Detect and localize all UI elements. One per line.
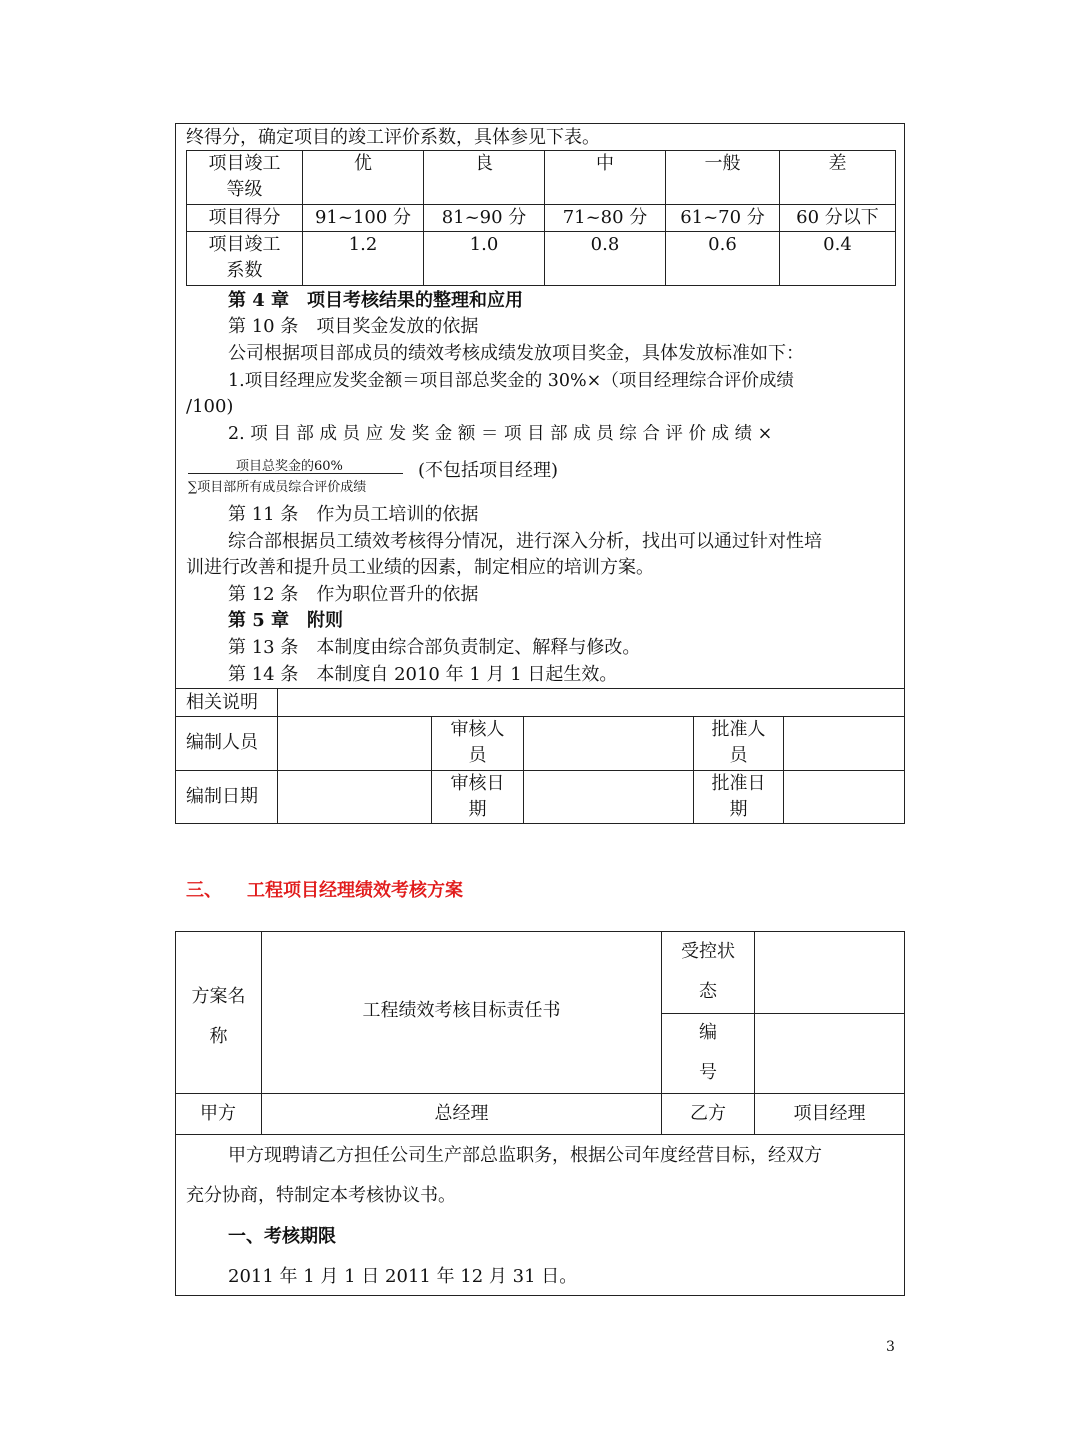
score-label: 项目得分	[187, 205, 303, 232]
agreement-text: 甲方现聘请乙方担任公司生产部总监职务，根据公司年度经营目标，经双方	[228, 1145, 822, 1166]
compile-date-label: 编制日期	[186, 786, 258, 807]
period-heading: 一、考核期限	[228, 1226, 336, 1247]
score-cell: 81~90 分	[424, 205, 545, 232]
footer-rule	[176, 688, 904, 689]
number-label: 编 号	[699, 1022, 717, 1083]
party-b-value: 项目经理	[793, 1103, 866, 1124]
coef-cell: 0.8	[545, 232, 666, 286]
score-cell: 60 分以下	[780, 205, 896, 232]
score-cell: 71~80 分	[545, 205, 666, 232]
party-a-label: 甲方	[200, 1103, 236, 1124]
article-11-cont: 训进行改善和提升员工业绩的因素，制定相应的培训方案。	[186, 557, 654, 578]
coef-cell: 0.6	[666, 232, 780, 286]
article-13: 第 13 条 本制度由综合部负责制定、解释与修改。	[228, 637, 641, 658]
footer-divider	[277, 688, 278, 823]
footer-rule	[176, 770, 904, 771]
grade-cell: 中	[545, 151, 666, 205]
fraction-denominator: ∑项目部所有成员综合评价成绩	[188, 480, 367, 495]
article-12-heading: 第 12 条 作为职位晋升的依据	[228, 584, 479, 605]
grade-cell: 一般	[666, 151, 780, 205]
footer-divider	[523, 716, 524, 823]
article-10-text: 公司根据项目部成员的绩效考核成绩发放项目奖金，具体发放标准如下：	[228, 343, 804, 364]
section-3-title: 工程项目经理绩效考核方案	[247, 880, 463, 901]
coef-row	[187, 232, 896, 286]
page-number: 3	[886, 1339, 895, 1355]
score-cell: 61~70 分	[666, 205, 780, 232]
footer-divider	[783, 716, 784, 823]
coef-cell: 0.4	[780, 232, 896, 286]
plan-name-label: 方案名 称	[191, 986, 246, 1047]
score-row	[187, 205, 896, 232]
approver-label: 批准人 员	[711, 719, 766, 766]
grade-cell: 良	[424, 151, 545, 205]
grade-header-label: 项目竣工 等级	[187, 151, 303, 205]
article-10-heading: 第 10 条 项目奖金发放的依据	[228, 316, 479, 337]
agreement-text-cont: 充分协商，特制定本考核协议书。	[186, 1185, 456, 1206]
footer-rule	[176, 716, 904, 717]
chapter-5-heading: 第 5 章 附则	[228, 610, 344, 631]
score-cell: 91~100 分	[303, 205, 424, 232]
chapter-4-heading: 第 4 章 项目考核结果的整理和应用	[228, 290, 524, 311]
coef-cell: 1.0	[424, 232, 545, 286]
article-11-text: 综合部根据员工绩效考核得分情况，进行深入分析，找出可以通过针对性培	[228, 531, 822, 552]
item-1-line: 1.项目经理应发奖金额＝项目部总奖金的 30%×（项目经理综合评价成绩	[228, 371, 794, 391]
plan-rule	[176, 1134, 904, 1135]
approve-date-label: 批准日 期	[711, 773, 766, 820]
reviewer-label: 审核人 员	[450, 719, 505, 766]
article-11-heading: 第 11 条 作为员工培训的依据	[228, 504, 479, 525]
item-2-line: 2. 项 目 部 成 员 应 发 奖 金 额 ＝ 项 目 部 成 员 综 合 评 价 成 绩 ×	[228, 424, 773, 444]
grade-table	[186, 150, 896, 286]
grade-cell: 优	[303, 151, 424, 205]
section-3-number: 三、	[186, 880, 222, 901]
period-text: 2011 年 1 月 1 日 2011 年 12 月 31 日。	[228, 1266, 578, 1287]
party-a-value: 总经理	[434, 1103, 489, 1124]
fraction-numerator: 项目总奖金的60%	[236, 459, 343, 474]
grade-row	[187, 151, 896, 205]
fraction-bar	[188, 473, 403, 474]
coef-cell: 1.2	[303, 232, 424, 286]
intro-line: 终得分，确定项目的竣工评价系数，具体参见下表。	[186, 127, 600, 148]
party-b-label: 乙方	[690, 1103, 726, 1124]
article-14: 第 14 条 本制度自 2010 年 1 月 1 日起生效。	[228, 664, 618, 685]
control-status-label: 受控状 态	[681, 941, 735, 1002]
item-1-cont: /100)	[186, 396, 234, 417]
plan-rule	[176, 1093, 904, 1094]
plan-name-value: 工程绩效考核目标责任书	[362, 1000, 561, 1021]
fraction-note: (不包括项目经理)	[418, 460, 559, 481]
compiler-label: 编制人员	[186, 732, 258, 753]
grade-cell: 差	[780, 151, 896, 205]
coef-label: 项目竣工 系数	[187, 232, 303, 286]
review-date-label: 审核日 期	[450, 773, 505, 820]
related-notes-label: 相关说明	[186, 692, 258, 713]
